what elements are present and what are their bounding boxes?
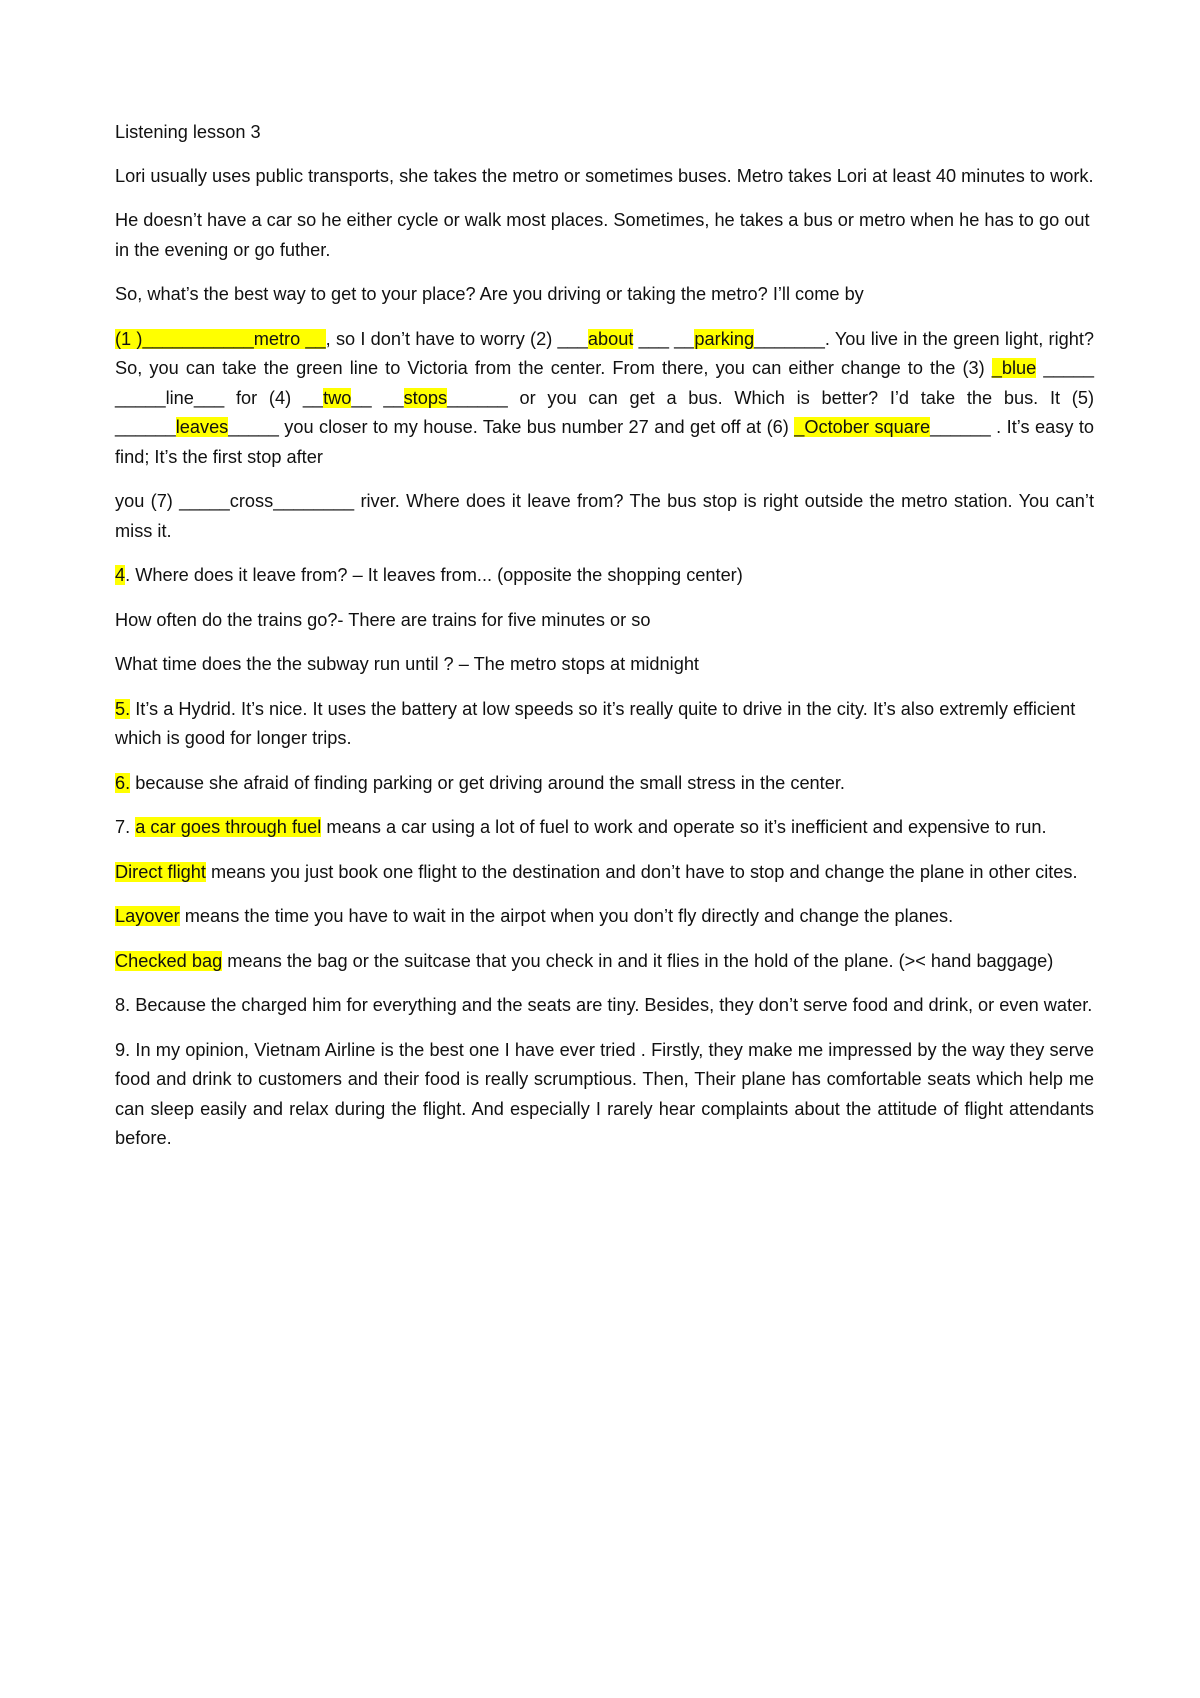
- answer-4b-highlight: stops: [403, 387, 448, 408]
- answer-5-highlight: leaves: [175, 417, 229, 437]
- question-8: 8. Because the charged him for everything and the seats are tiny. Besides, they don’t serve food and drink, or even water.: [115, 995, 1093, 1015]
- definition-text: means you just book one flight to the destination and don’t have to stop and change the plane in other cites.: [205, 861, 1078, 882]
- answer-3-highlight: _blue: [991, 358, 1037, 378]
- question-7-number: 7.: [115, 817, 136, 837]
- gap-text: _____ you closer to my house. Take bus number 27 and get off at (6): [228, 417, 795, 437]
- question-5-number: 5.: [115, 698, 131, 719]
- answer-2a-highlight: about: [587, 328, 634, 349]
- definition-text: means the time you have to wait in the airpot when you don’t fly directly and change the planes.: [179, 906, 954, 926]
- answer-4a-highlight: two: [323, 387, 352, 408]
- question-7: [115, 813, 1094, 843]
- question-4-subway: What time does the the subway run until ? – The metro stops at midnight: [115, 654, 699, 674]
- definition-term: Layover: [115, 906, 180, 926]
- gap-text: _____ _____line___ for (4) __: [115, 358, 1094, 408]
- gap-text: __ __: [351, 387, 404, 408]
- gap-fill-paragraph: [115, 325, 1094, 473]
- answer-6-highlight: _October square: [794, 417, 931, 437]
- gap-text: ______ . It’s easy to find; It’s the first stop after: [115, 417, 1094, 467]
- question-7-text: means a car using a lot of fuel to work and operate so it’s inefficient and expensive to run.: [321, 817, 1047, 837]
- gap-text: _______. You live in the green light, right? So, you can take the green line to Victoria from the center. From there, you can either change to the (3): [115, 328, 1095, 378]
- definition-term: Checked bag: [115, 950, 223, 971]
- question-6: [115, 769, 1094, 799]
- document-title: Listening lesson 3: [115, 122, 261, 142]
- definition-layover: [115, 902, 1094, 932]
- question-4-trains: How often do the trains go?- There are trains for five minutes or so: [115, 609, 651, 630]
- question-7-term: a car goes through fuel: [135, 817, 322, 837]
- question-4-number: 4: [115, 565, 126, 585]
- paragraph-he: He doesn’t have a car so he either cycle or walk most places. Sometimes, he takes a bus or metro when he has to go out in the evening or go futher.: [115, 210, 1090, 260]
- question-6-number: 6.: [115, 772, 131, 793]
- question-5: [115, 695, 1094, 754]
- answer-1-highlight: (1 )___________metro __: [115, 328, 326, 349]
- answer-2b-highlight: parking: [694, 328, 755, 349]
- definition-direct-flight: [115, 858, 1094, 888]
- question-5-text: It’s a Hydrid. It’s nice. It uses the battery at low speeds so it’s really quite to drive in the city. It’s also extremly efficient which is good for longer trips.: [115, 698, 1076, 748]
- paragraph-lori: Lori usually uses public transports, she takes the metro or sometimes buses. Metro takes Lori at least 40 minutes to work.: [115, 165, 1094, 186]
- gap-text: , so I don’t have to worry (2) ___: [325, 328, 588, 349]
- question-4: [115, 561, 1094, 591]
- gap-text: ___ __: [633, 328, 695, 349]
- paragraph-answer-7: you (7) _____cross________ river. Where does it leave from? The bus stop is right outside the metro station. You can’t miss it.: [115, 491, 1094, 541]
- definition-text: means the bag or the suitcase that you check in and it flies in the hold of the plane. (>< hand baggage): [222, 950, 1054, 971]
- question-9: 9. In my opinion, Vietnam Airline is the best one I have ever tried . Firstly, they make me impressed by the way they serve food and drink to customers and their food is really scrumptious. Then, Their plane has comfortable seats which help me can sleep easily and relax during the flight. And especially I rarely hear complaints about the attitude of flight attendants before.: [115, 1039, 1094, 1148]
- definition-checked-bag: [115, 947, 1094, 977]
- question-6-text: because she afraid of finding parking or get driving around the small stress in the center.: [130, 772, 845, 793]
- question-4-text: . Where does it leave from? – It leaves from... (opposite the shopping center): [125, 565, 743, 585]
- definition-term: Direct flight: [115, 861, 206, 882]
- gap-text: ______ or you can get a bus. Which is better? I’d take the bus. It (5) ______: [115, 387, 1095, 437]
- paragraph-question: So, what’s the best way to get to your place? Are you driving or taking the metro? I’ll come by: [115, 284, 864, 304]
